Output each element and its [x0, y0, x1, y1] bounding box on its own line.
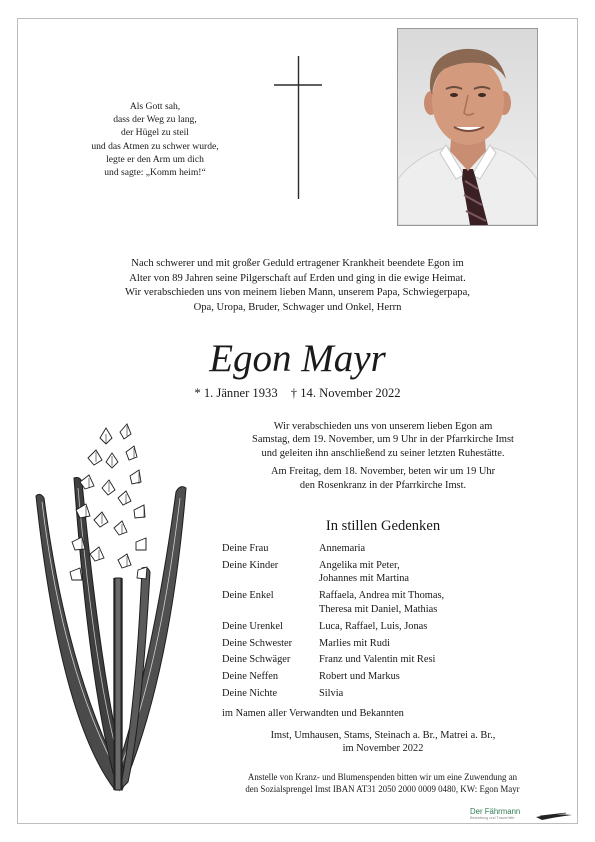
funeral-paragraph — [208, 420, 558, 460]
poem — [40, 100, 270, 179]
intro-line: Opa, Uropa, Bruder, Schwager und Onkel, Herrn — [193, 302, 402, 314]
birth-date: * 1. Jänner 1933 — [194, 386, 278, 400]
mourner-name: Franz und Valentin mit Resi — [319, 654, 436, 666]
mourners-list — [222, 542, 552, 704]
relation-label: Deine Urenkel — [222, 620, 283, 632]
logo-tagline: Bestattung und Trauerhilfe — [470, 816, 515, 820]
intro-line: Wir verabschieden uns von meinem lieben Mann, unserem Papa, Schwiegerpapa, — [125, 287, 470, 299]
mourner-row — [222, 670, 552, 684]
mourner-name: Theresa mit Daniel, Mathias — [319, 603, 438, 615]
boat-icon — [536, 811, 572, 821]
mourner-names — [319, 589, 444, 616]
logo-name: Der Fährmann — [470, 807, 521, 816]
relatives-line: im Namen aller Verwandten und Bekannten — [222, 708, 404, 719]
life-dates — [40, 386, 555, 401]
intro-line: Nach schwerer und mit großer Geduld ertragener Krankheit beendete Egon im — [131, 258, 464, 269]
funeral-line: und geleiten ihn anschließend zu seiner letzten Ruhestätte. — [261, 447, 505, 459]
relation-label: Deine Schwester — [222, 637, 293, 649]
mourner-row — [222, 542, 552, 556]
mourner-names — [319, 670, 400, 684]
date-line: im November 2022 — [342, 743, 424, 755]
mourner-name: Silvia — [319, 688, 344, 700]
poem-line: legte er den Arm um dich — [106, 153, 204, 165]
mourner-row — [222, 620, 552, 634]
donation-line: den Sozialsprengel Imst IBAN AT31 2050 2000 0009 0480, KW: Egon Mayr — [245, 784, 520, 794]
donation-line: Anstelle von Kranz- und Blumenspenden bitten wir um eine Zuwendung an — [247, 772, 518, 782]
mourner-row — [222, 637, 552, 651]
poem-line: und sagte: „Komm heim!“ — [104, 167, 206, 179]
funeral-line: Wir verabschieden uns von unserem lieben Egon am — [273, 421, 493, 432]
relation-label: Deine Nichte — [222, 688, 278, 700]
death-date: † 14. November 2022 — [290, 386, 401, 400]
relation-label: Deine Enkel — [222, 590, 274, 602]
poem-line: Als Gott sah, — [129, 101, 181, 112]
relation-label: Deine Frau — [222, 543, 269, 554]
rosary-line: Am Freitag, dem 18. November, beten wir um 19 Uhr — [270, 466, 496, 478]
mourner-names — [319, 620, 427, 634]
poem-line: der Hügel zu steil — [121, 127, 189, 139]
mourner-name: Luca, Raffael, Luis, Jonas — [319, 620, 428, 632]
mourner-name: Raffaela, Andrea mit Thomas, — [319, 590, 445, 602]
portrait-image — [398, 29, 537, 225]
mourner-name: Marlies mit Rudi — [319, 637, 390, 649]
mourner-names — [319, 653, 435, 667]
intro-line: Alter von 89 Jahren seine Pilgerschaft auf Erden und ging in die ewige Heimat. — [129, 272, 466, 284]
portrait-photo — [397, 28, 538, 226]
mourner-name: Johannes mit Martina — [319, 573, 410, 585]
place-date — [208, 729, 558, 756]
mourner-name: Annemaria — [319, 543, 366, 554]
mourner-name: Angelika mit Peter, — [319, 559, 400, 571]
poem-line: und das Atmen zu schwer wurde, — [91, 140, 219, 152]
funeral-info — [208, 420, 558, 497]
mourner-row — [222, 653, 552, 667]
funeral-line: Samstag, dem 19. November, um 9 Uhr in der Pfarrkirche Imst — [252, 434, 514, 446]
mourner-names — [319, 559, 409, 586]
rosary-paragraph — [208, 465, 558, 492]
mourner-names — [319, 687, 343, 701]
cross-icon — [274, 56, 322, 199]
poem-line: dass der Weg zu lang, — [113, 114, 197, 126]
mourner-row — [222, 589, 552, 616]
mourning-title: In stillen Gedenken — [325, 518, 441, 534]
intro-text — [40, 257, 555, 316]
mourner-name: Robert und Markus — [319, 671, 400, 683]
deceased-name: Egon Mayr — [209, 337, 386, 380]
relation-label: Deine Kinder — [222, 559, 279, 571]
relation-label: Deine Neffen — [222, 671, 279, 683]
relation-label: Deine Schwäger — [222, 654, 291, 666]
funeral-home-logo — [470, 807, 575, 823]
mourner-row — [222, 559, 552, 586]
rosary-line: den Rosenkranz in der Pfarrkirche Imst. — [299, 479, 467, 491]
donation-note — [195, 771, 570, 795]
place-line: Imst, Umhausen, Stams, Steinach a. Br., Matrei a. Br., — [270, 730, 496, 741]
hyacinth-illustration — [30, 418, 190, 798]
mourner-names — [319, 542, 365, 556]
mourner-row — [222, 687, 552, 701]
mourner-names — [319, 637, 390, 651]
